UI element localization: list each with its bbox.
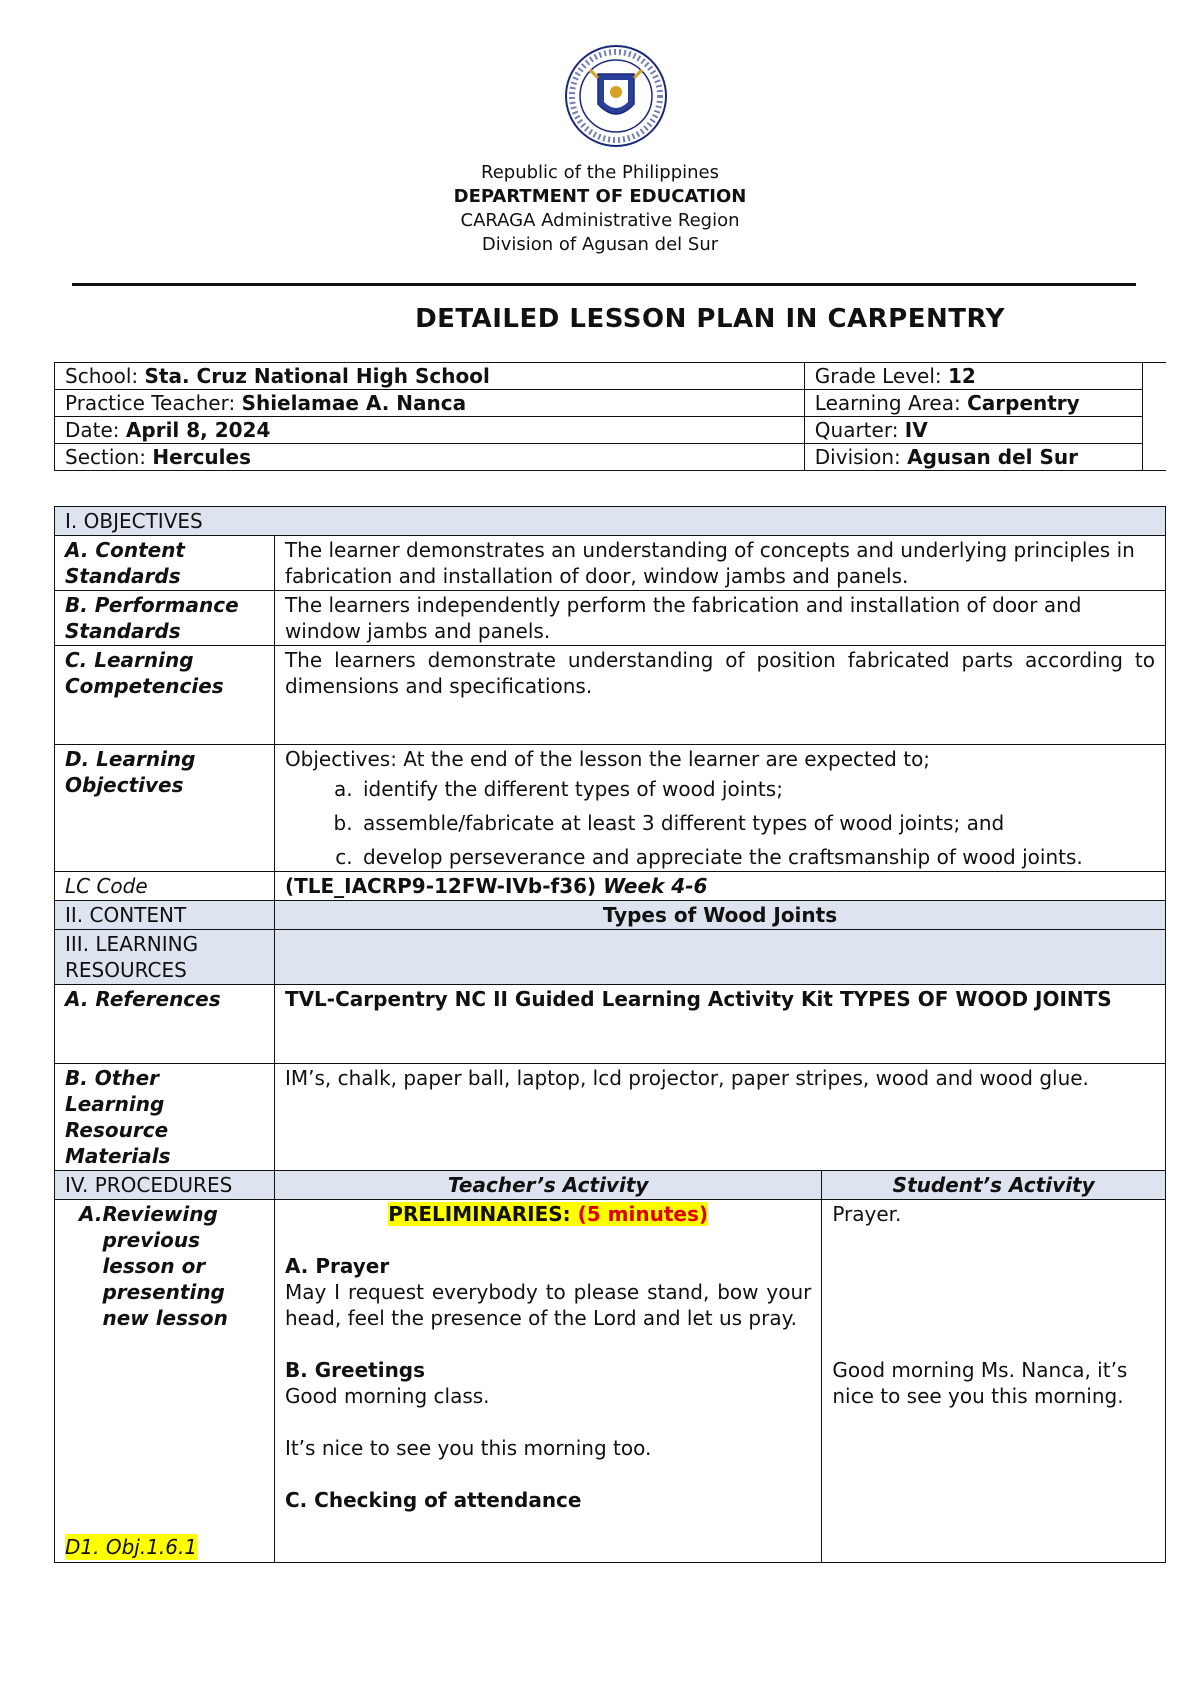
references-label: A. References [55, 985, 275, 1064]
teacher-activity-cell [274, 1200, 821, 1563]
learning-objectives-list [285, 776, 1155, 870]
learning-competencies-text: The learners demonstrate understanding of position fabricated parts according to dimensions and specifications. [274, 646, 1165, 745]
procedure-step-a-row [55, 1200, 1166, 1563]
procedures-heading-row [55, 1171, 1166, 1200]
teacher-activity-header: Teacher’s Activity [274, 1171, 821, 1200]
info-row-teacher [55, 390, 1167, 417]
content-heading: II. CONTENT [55, 901, 275, 930]
prayer-text: May I request everybody to please stand, bow your head, feel the presence of the Lord and let us pray. [284, 1280, 812, 1330]
step-a-label: Reviewing previous lesson or presenting new lesson [102, 1202, 228, 1330]
date-cell: Date: April 8, 2024 [55, 417, 805, 444]
content-value: Types of Wood Joints [274, 901, 1165, 930]
objective-item: b. assemble/fabricate at least 3 different types of wood joints; and [359, 810, 1155, 836]
quarter-cell: Quarter: IV [804, 417, 1142, 444]
step-a-letter: A. [79, 1202, 103, 1226]
preliminaries-time: (5 minutes) [577, 1202, 708, 1226]
objectives-heading-row [55, 507, 1166, 536]
lc-code-row [55, 872, 1166, 901]
student-activity-header: Student’s Activity [822, 1171, 1166, 1200]
performance-standards-row [55, 591, 1166, 646]
references-row [55, 985, 1166, 1064]
info-row-section [55, 444, 1167, 471]
header-department: DEPARTMENT OF EDUCATION [453, 186, 747, 207]
info-row-date [55, 417, 1167, 444]
learning-competencies-row [55, 646, 1166, 745]
learning-resources-row [55, 930, 1166, 985]
area-cell: Learning Area: Carpentry [804, 390, 1142, 417]
learning-objectives-cell [274, 745, 1165, 872]
document-title: DETAILED LESSON PLAN IN CARPENTRY [415, 304, 1005, 334]
lc-code-label: LC Code [55, 872, 275, 901]
header-division: Division of Agusan del Sur [481, 234, 719, 255]
section-cell: Section: Hercules [55, 444, 805, 471]
learning-objectives-label: D. Learning Objectives [55, 745, 275, 872]
objectives-heading: I. OBJECTIVES [55, 507, 1166, 536]
objective-item: a. identify the different types of wood joints; [359, 776, 1155, 802]
learning-competencies-label: C. Learning Competencies [55, 646, 275, 745]
procedures-heading: IV. PROCEDURES [55, 1171, 275, 1200]
school-cell: School: Sta. Cruz National High School [55, 363, 805, 390]
other-resources-row [55, 1064, 1166, 1171]
division-cell: Division: Agusan del Sur [804, 444, 1142, 471]
grade-cell: Grade Level: 12 [804, 363, 1142, 390]
other-resources-text: IM’s, chalk, paper ball, laptop, lcd projector, paper stripes, wood and wood glue. [274, 1064, 1165, 1171]
learning-objectives-row [55, 745, 1166, 872]
learning-resources-heading: III. LEARNING RESOURCES [55, 930, 275, 985]
other-resources-label: B. Other Learning Resource Materials [55, 1064, 275, 1171]
preliminaries-label: PRELIMINARIES: (5 minutes) [388, 1202, 708, 1226]
header-rule [72, 283, 1136, 286]
attendance-heading: C. Checking of attendance [284, 1488, 582, 1512]
code-tag: D1. Obj.1.6.1 [65, 1535, 198, 1559]
lc-code-value: (TLE_IACRP9-12FW-IVb-f36) [284, 874, 597, 898]
greetings-text: Good morning class. [284, 1384, 490, 1408]
lc-week: Week 4-6 [596, 874, 708, 898]
performance-standards-label: B. Performance Standards [55, 591, 275, 646]
performance-standards-text: The learners independently perform the fabrication and installation of door and window jambs and panels. [274, 591, 1165, 646]
step-a-cell [55, 1200, 275, 1563]
content-standards-label: A. Content Standards [55, 536, 275, 591]
lesson-plan-table [54, 506, 1166, 1563]
greetings-reply: It’s nice to see you this morning too. [284, 1436, 652, 1460]
content-standards-row [55, 536, 1166, 591]
header-republic: Republic of the Philippines [481, 162, 719, 183]
header-region: CARAGA Administrative Region [460, 210, 740, 231]
lc-code-cell [274, 872, 1165, 901]
learning-objectives-intro: Objectives: At the end of the lesson the learner are expected to; [284, 747, 931, 771]
info-table [54, 362, 1166, 471]
student-prayer: Prayer. [832, 1202, 902, 1226]
content-row [55, 901, 1166, 930]
greetings-heading: B. Greetings [284, 1358, 426, 1382]
references-text: TVL-Carpentry NC II Guided Learning Activity Kit TYPES OF WOOD JOINTS [274, 985, 1165, 1064]
deped-seal-logo [564, 44, 668, 148]
content-standards-text: The learner demonstrates an understanding of concepts and underlying principles in fabrication and installation of door, window jambs and panels. [274, 536, 1165, 591]
teacher-cell: Practice Teacher: Shielamae A. Nanca [55, 390, 805, 417]
prayer-heading: A. Prayer [284, 1254, 390, 1278]
info-row-school [55, 363, 1167, 390]
student-activity-cell [822, 1200, 1166, 1563]
student-greeting: Good morning Ms. Nanca, it’s nice to see you this morning. [832, 1358, 1128, 1408]
objective-item: c. develop perseverance and appreciate the craftsmanship of wood joints. [359, 844, 1155, 870]
